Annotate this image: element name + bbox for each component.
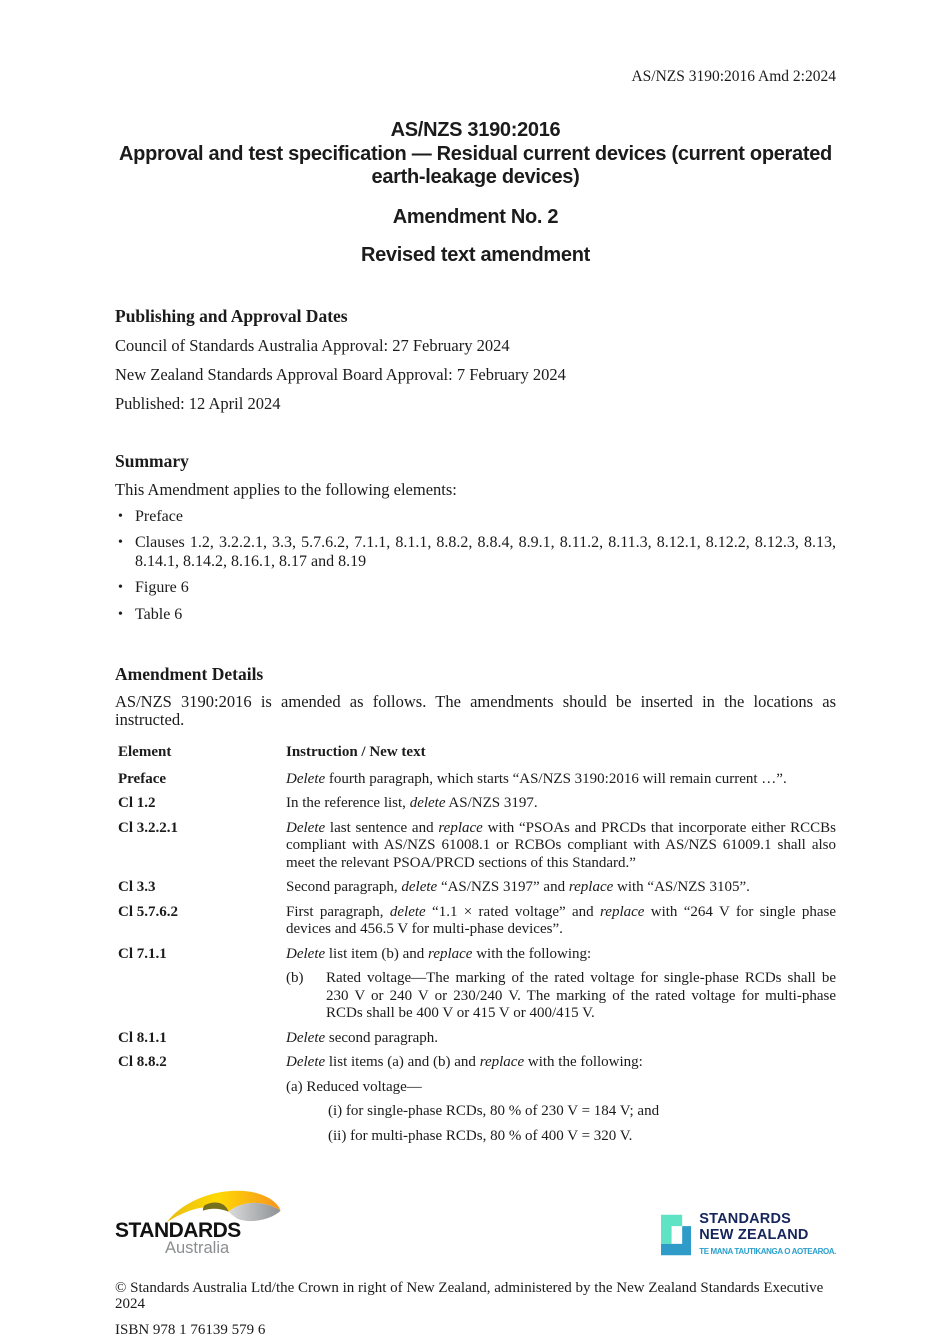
amendment-details-section [115, 664, 836, 1145]
summary-bullet-item: • Figure 6 [115, 579, 836, 598]
standards-australia-wordmark: STANDARDS [115, 1219, 241, 1242]
instruction-paragraph: Delete list items (a) and (b) and replace with the following: [286, 1054, 643, 1070]
amendment-table-body [115, 771, 836, 1146]
publishing-dates-list [115, 336, 836, 413]
standards-australia-subtext: Australia [165, 1239, 230, 1257]
publishing-date-line: Published: 12 April 2024 [115, 393, 281, 413]
standards-nz-text [699, 1212, 836, 1256]
instruction-paragraph: Delete fourth paragraph, which starts “AS/NZS 3190:2016 will remain current …”. [286, 770, 787, 787]
standards-nz-wordmark-line2: NEW ZEALAND [699, 1226, 809, 1243]
standard-title: Approval and test specification — Residual current devices (current operated earth-leakage devices) [119, 142, 832, 188]
doc-reference: AS/NZS 3190:2016 Amd 2:2024 [631, 68, 836, 85]
publishing-date-line: New Zealand Standards Approval Board Approval: 7 February 2024 [115, 364, 566, 384]
instruction-paragraph: (a) Reduced voltage— [286, 1078, 422, 1095]
summary-section [115, 451, 836, 625]
table-row [115, 1054, 836, 1145]
element-cell: Cl 8.1.1 [118, 1029, 167, 1046]
instruction-cell [286, 904, 836, 939]
amendment-details-heading: Amendment Details [115, 664, 264, 684]
table-row [115, 904, 836, 939]
title-block [115, 119, 836, 268]
table-row [115, 1030, 836, 1048]
instruction-paragraph: Delete last sentence and replace with “PSOAs and PRCDs that incorporate either RCCBs compliant with AS/NZS 61008.1 or RCBOs compliant with AS/NZS 61009.1 shall also meet the relevant PSOA/PRCD sections of this Standard.” [286, 819, 836, 871]
standards-new-zealand-logo [661, 1212, 836, 1258]
table-row [115, 820, 836, 873]
instruction-paragraph: (i) for single-phase RCDs, 80 % of 230 V = 184 V; and [328, 1103, 660, 1119]
amendment-table-header [115, 744, 836, 762]
instruction-paragraph: In the reference list, delete AS/NZS 3197. [286, 795, 538, 811]
amendment-type: Revised text amendment [360, 244, 591, 266]
element-cell: Cl 3.3 [118, 879, 156, 895]
instruction-paragraph: (ii) for multi-phase RCDs, 80 % of 400 V = 320 V. [328, 1127, 633, 1144]
list-item-marker: (b) [286, 970, 304, 986]
isbn-line: ISBN 978 1 76139 579 6 [115, 1322, 266, 1338]
element-cell: Cl 5.7.6.2 [118, 903, 178, 920]
amendment-table [115, 744, 836, 1145]
publishing-heading: Publishing and Approval Dates [115, 305, 348, 326]
table-row [115, 795, 836, 813]
summary-bullet-item: • Preface [115, 508, 836, 527]
instruction-cell [286, 1030, 836, 1048]
instruction-cell [286, 946, 836, 1023]
summary-intro: This Amendment applies to the following elements: [115, 479, 457, 499]
table-row [115, 879, 836, 897]
element-cell: Cl 1.2 [118, 795, 156, 811]
instruction-cell [286, 879, 836, 897]
footer [115, 1280, 836, 1338]
amendment-details-intro: AS/NZS 3190:2016 is amended as follows. The amendments should be inserted in the locations as instructed. [115, 692, 836, 729]
logo-row [115, 1186, 836, 1258]
publishing-section [115, 306, 836, 413]
element-cell: Cl 8.8.2 [118, 1054, 167, 1070]
instruction-paragraph: Delete list item (b) and replace with the following: [286, 945, 592, 962]
standards-australia-logo [115, 1186, 293, 1258]
amendment-number: Amendment No. 2 [392, 205, 559, 228]
copyright-line: © Standards Australia Ltd/the Crown in right of New Zealand, administered by the New Zealand Standards Executive 2024 [115, 1280, 824, 1312]
table-row [115, 771, 836, 789]
instruction-paragraph: Second paragraph, delete “AS/NZS 3197” and replace with “AS/NZS 3105”. [286, 879, 750, 895]
instruction-cell [286, 795, 836, 813]
instruction-paragraph: Delete second paragraph. [286, 1029, 439, 1046]
standards-nz-wordmark-line1: STANDARDS [699, 1211, 792, 1227]
instruction-cell [286, 1054, 836, 1145]
standard-number: AS/NZS 3190:2016 [390, 119, 561, 141]
instruction-cell [286, 771, 836, 789]
summary-bullet-item: • Table 6 [115, 606, 836, 625]
instruction-paragraph: First paragraph, delete “1.1 × rated voltage” and replace with “264 V for single phase devices and 456.5 V for multi-phase devices”. [286, 903, 836, 937]
instruction-paragraph: (b) Rated voltage—The marking of the rated voltage for single-phase RCDs shall be 230 V or 240 V or 230/240 V. The marking of the rated voltage for multi-phase RCDs shall be 400 V or 415 V or 400/415 V. [286, 970, 836, 1021]
element-cell: Cl 3.2.2.1 [118, 819, 178, 836]
standards-nz-mark-icon [661, 1214, 691, 1256]
standards-nz-tagline: TE MANA TAUTIKANGA O AOTEAROA. [699, 1247, 836, 1256]
instruction-cell [286, 820, 836, 873]
element-cell: Cl 7.1.1 [118, 945, 167, 962]
column-header-instruction: Instruction / New text [286, 744, 426, 760]
element-cell: Preface [118, 770, 167, 787]
summary-heading: Summary [115, 450, 189, 471]
column-header-element: Element [118, 744, 172, 760]
summary-bullet-item: • Clauses 1.2, 3.2.2.1, 3.3, 5.7.6.2, 7.1.1, 8.1.1, 8.8.2, 8.8.4, 8.9.1, 8.11.2, 8.11.3, 8.12.1, 8.12.2, 8.12.3, 8.13, 8.14.1, 8.14.2, 8.16.1, 8.17 and 8.19 [115, 534, 836, 571]
table-row [115, 946, 836, 1023]
publishing-date-line: Council of Standards Australia Approval: 27 February 2024 [115, 335, 510, 355]
summary-bullet-list [115, 508, 836, 625]
